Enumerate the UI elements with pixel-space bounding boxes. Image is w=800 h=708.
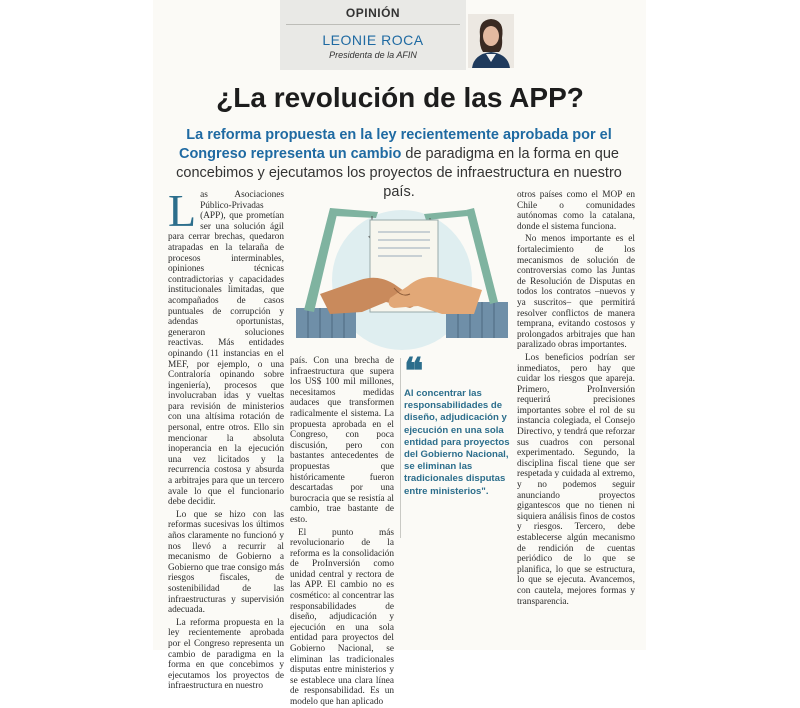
pull-quote-text: Al concentrar las responsabilidades de diseño, adjudicación y ejecución en una sola entidad para proyectos del Gobierno Nacional, se eliminan las tradicionales disputas entre ministerios". (404, 388, 510, 497)
paragraph: El punto más revolucionario de la reforma es la consolidación de ProInversión como unidad central y rectora de las APP. El cambio no es cosmético: al concentrar las responsabilidades de diseño, adjudicación y ejecución en una sola entidad para proyectos del Gobierno Nacional, se eliminan las tradicionales disputas entre ministerios y se establece una clara línea de responsabilidad. Es un modelo que han aplicado (290, 527, 394, 707)
drop-cap: L (168, 185, 197, 236)
author-name: LEONIE ROCA (322, 32, 424, 48)
deck-highlight: La reforma propuesta en la ley recientemente aprobada por el Congreso representa un cambio (178, 127, 612, 162)
article-column-2 (290, 356, 394, 707)
paragraph: La reforma propuesta en la ley recientemente aprobada por el Congreso representa un cambio de paradigma en la forma en que concebimos y ejecutamos los proyectos de infraestructura en nuestro (168, 617, 284, 692)
pull-quote (404, 351, 516, 546)
paragraph: Las Asociaciones Público-Privadas (APP), que prometían ser una solución ágil para cerrar brechas, quedaron atrapadas en la telaraña de procesos interminables, opiniones técnicas contradictorias y capacidades institucionales limitadas, que acompañados de casos puntuales de corrupción y adendas oportunistas, generaron soluciones reactivas. Más entidades opinando (11 instancias en el MEF, por ejemplo, o una Contraloría opinando sobre ingeniería), procesos que involucraban idas y vueltas para revisión de ministerios con una altísima rotación de personal, entre otros. Ello sin mencionar la absoluta inoperancia en la ejecución una vez licitados y la recurrencia costosa y absurda a arbitrajes para que un tercero avale lo que el funcionario debe decidir. (168, 185, 284, 508)
section-divider (286, 24, 460, 25)
article-column-1 (168, 185, 284, 692)
author-role: Presidenta de la AFIN (329, 50, 417, 60)
paragraph: otros países como el MOP en Chile o comunidades autónomas como la catalana, donde el sistema funciona. (517, 190, 635, 232)
section-label: OPINIÓN (345, 6, 401, 20)
quote-mark-icon: ❝ (404, 351, 424, 391)
author-photo (468, 14, 514, 68)
deck-rest: de paradigma en la forma en que concebimos y ejecutamos los proyectos de infraestructura en nuestro país. (176, 146, 622, 200)
paragraph: país. Con una brecha de infraestructura que supera los US$ 100 mil millones, necesitamos medidas audaces que transformen radicalmente el sistema. La propuesta aprobada en el Congreso, con poca discusión, pero con bastantes antecedentes de propuestas que históricamente fueron descartadas por una burocracia que se resistía al cambio, trae bastante de esto. (290, 356, 394, 525)
headline: ¿La revolución de las APP? (216, 82, 584, 113)
article-column-3 (517, 190, 635, 642)
paragraph: Los beneficios podrían ser inmediatos, pero hay que cuidar los riesgos que apareja. Primero, ProInversión requerirá precisiones importantes sobre el rol de su instancia colegiada, el Consejo Directivo, y tendrá que reforzar sus cuadros con personal experimentado. Segundo, la disciplina fiscal tiene que ser respetada y cuidada al extremo, y no podemos seguir anunciando proyectos gigantescos que no tienen ni siquiera análisis finos de costos y riesgos. Tercero, debe establecerse algún mecanismo de rendición de cuentas periódico de lo que se planifica, lo que se estructura, lo que se ejecuta. Avancemos, con cautela, mejores formas y transparencia. (517, 352, 635, 607)
paragraph: Lo que se hizo con las reformas sucesivas los últimos años claramente no funcionó y nos llevó a recurrir al mecanismo de Gobierno a Gobierno que trae consigo más riesgos fiscales, de sostenibilidad de las infraestructuras y supervisión adecuada. (168, 509, 284, 616)
handshake-illustration (290, 190, 512, 352)
quote-divider (400, 358, 401, 538)
paragraph: No menos importante es el fortalecimiento de los mecanismos de solución de controversias como las Juntas de Resolución de Disputas en todos los contratos –nuevos y ya suscritos– que permitirá resolver conflictos de manera temprana, evitando costosos y prolongados arbitrajes que han paralizado obras importantes. (517, 234, 635, 351)
